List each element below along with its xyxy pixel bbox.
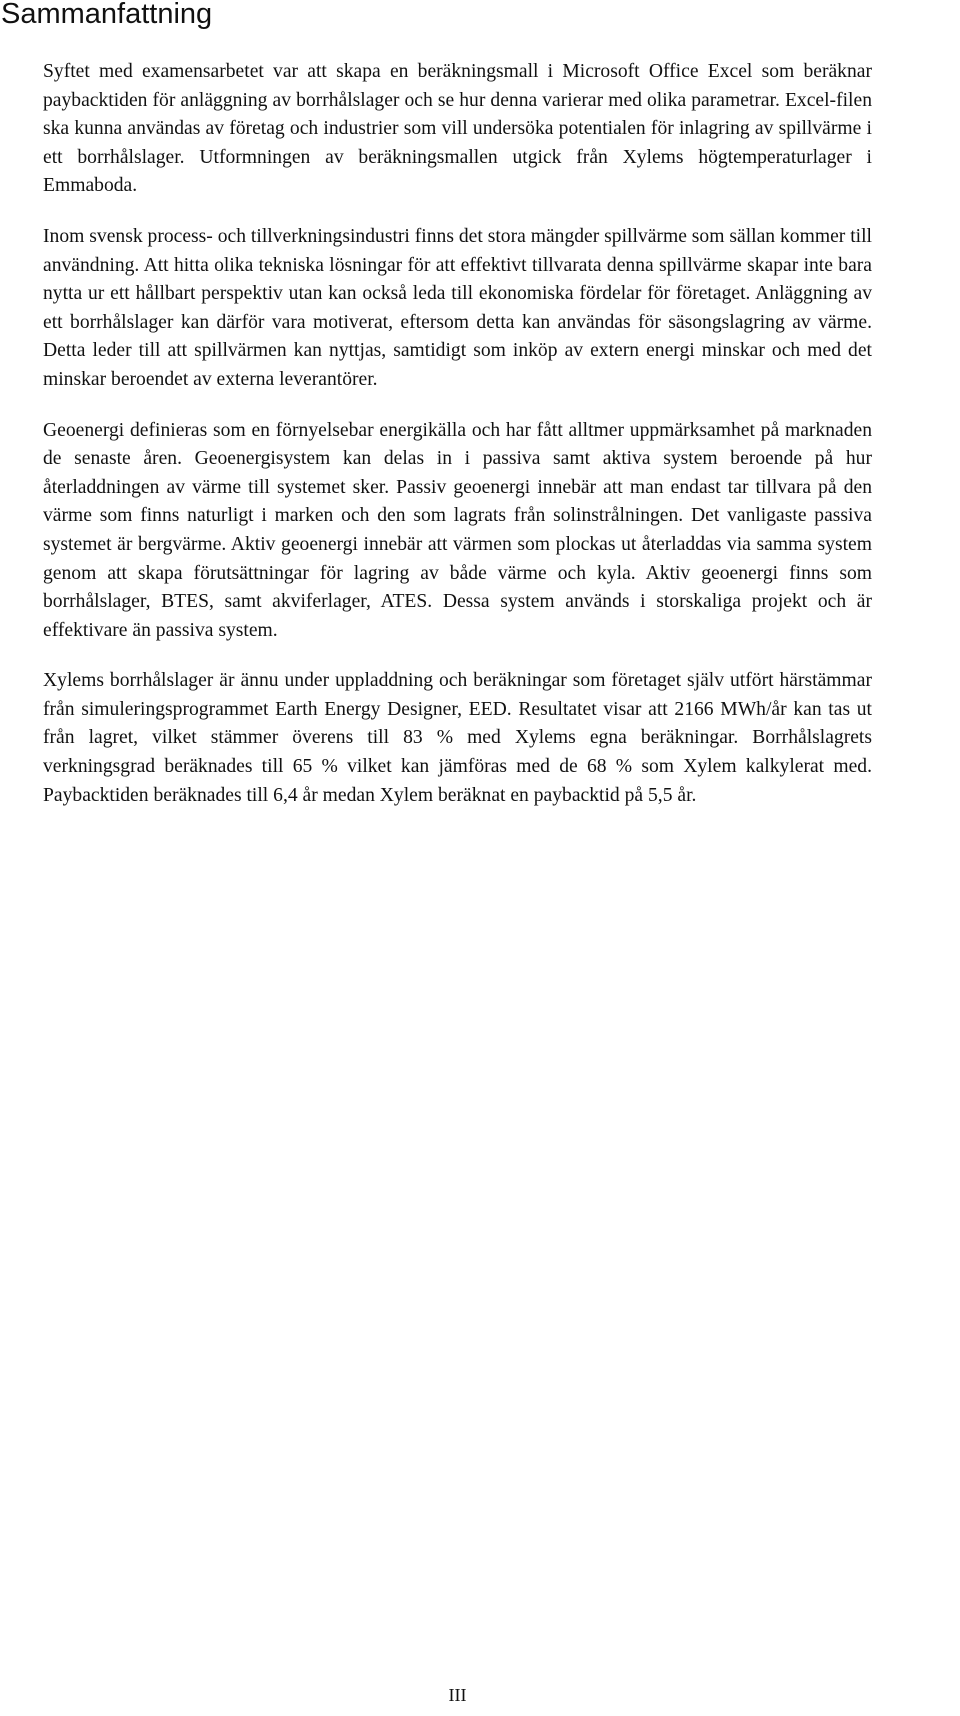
paragraph-purpose: Syftet med examensarbetet var att skapa en beräkningsmall i Microsoft Office Excel som beräknar paybacktiden för anläggning av borrhålslager och se hur denna varierar med olika parametrar. Excel-filen ska kunna användas av företag och industrier som vill undersöka potentialen för inlagring av spillvärme i ett borrhålslager. Utformningen av beräkningsmallen utgick från Xylems högtemperaturlager i Emmaboda. — [43, 61, 872, 197]
paragraph-waste-heat: Inom svensk process- och tillverkningsindustri finns det stora mängder spillvärme som sällan kommer till användning. Att hitta olika tekniska lösningar för att effektivt tillvarata denna spillvärme skapar inte bara nytta ur ett hållbart perspektiv utan kan också leda till ekonomiska fördelar för företaget. Anläggning av ett borrhålslager kan därför vara motiverat, eftersom detta kan användas för säsongslagring av värme. Detta leder till att spillvärmen kan nyttjas, samtidigt som inköp av extern energi minskar och med det minskar beroendet av externa leverantörer. — [43, 225, 872, 390]
paragraph-geoenergy: Geoenergi definieras som en förnyelsebar energikälla och har fått alltmer uppmärksamhet på marknaden de senaste åren. Geoenergisystem kan delas in i passiva samt aktiva system beroende på hur återladdningen av värme till systemet sker. Passiv geoenergi innebär att man endast tar tillvara på den värme som finns naturligt i marken och den som lagrats från solinstrålningen. Det vanligaste passiva systemet är bergvärme. Aktiv geoenergi innebär att värmen som plockas ut återladdas via samma system genom att skapa förutsättningar för lagring av både värme och kyla. Aktiv geoenergi finns som borrhålslager, BTES, samt akviferlager, ATES. Dessa system används i storskaliga projekt och är effektivare än passiva system. — [43, 419, 872, 641]
summary-body — [43, 58, 872, 832]
page-heading: Sammanfattning — [1, 0, 213, 30]
page-number: III — [448, 1685, 467, 1705]
paragraph-results: Xylems borrhålslager är ännu under uppladdning och beräkningar som företaget själv utfört härstämmar från simuleringsprogrammet Earth Energy Designer, EED. Resultatet visar att 2166 MWh/år kan tas ut från lagret, vilket stämmer överens till 83 % med Xylems egna beräkningar. Borrhålslagrets verkningsgrad beräknades till 65 % vilket kan jämföras med de 68 % som Xylem kalkylerat med. Paybacktiden beräknades till 6,4 år medan Xylem beräknat en paybacktid på 5,5 år. — [43, 670, 872, 806]
